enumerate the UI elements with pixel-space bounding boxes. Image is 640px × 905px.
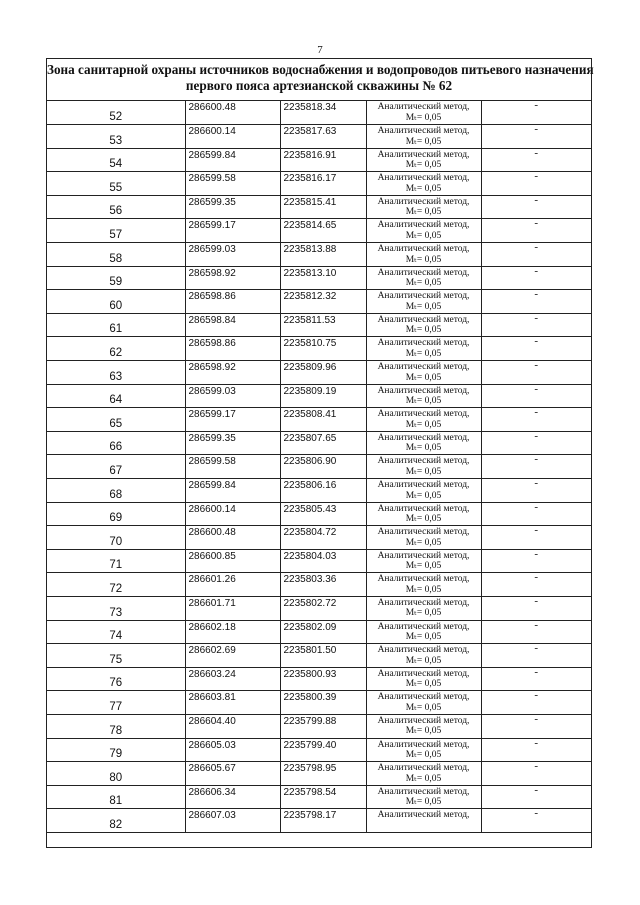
method-name: Аналитический метод, xyxy=(377,291,470,302)
x-coordinate: 286606.34 xyxy=(185,785,280,809)
x-coordinate: 286600.48 xyxy=(185,526,280,550)
y-coordinate: 2235815.41 xyxy=(280,195,366,219)
coordinates-table-frame xyxy=(46,58,592,848)
table-row xyxy=(47,738,591,762)
empty-cell-dash: - xyxy=(481,738,591,762)
method xyxy=(366,313,481,337)
table-row xyxy=(47,384,591,408)
empty-cell-dash: - xyxy=(481,714,591,738)
y-coordinate: 2235818.34 xyxy=(280,101,366,125)
method xyxy=(366,431,481,455)
x-coordinate: 286600.85 xyxy=(185,549,280,573)
method xyxy=(366,714,481,738)
empty-cell-dash: - xyxy=(481,337,591,361)
method-name: Аналитический метод, xyxy=(377,739,470,750)
method xyxy=(366,384,481,408)
method-name: Аналитический метод, xyxy=(377,786,470,797)
method-name: Аналитический метод, xyxy=(377,692,470,703)
x-coordinate: 286599.35 xyxy=(185,431,280,455)
method-accuracy: Mₜ= 0,05 xyxy=(405,301,442,312)
empty-cell-dash: - xyxy=(481,195,591,219)
method-accuracy: Mₜ= 0,05 xyxy=(405,325,442,336)
point-number: 53 xyxy=(47,125,185,149)
table-row xyxy=(47,526,591,550)
x-coordinate: 286600.14 xyxy=(185,125,280,149)
method xyxy=(366,573,481,597)
empty-cell-dash: - xyxy=(481,620,591,644)
empty-cell-dash: - xyxy=(481,172,591,196)
point-number: 74 xyxy=(47,620,185,644)
y-coordinate: 2235798.54 xyxy=(280,785,366,809)
method-name: Аналитический метод, xyxy=(377,314,470,325)
empty-cell-dash: - xyxy=(481,667,591,691)
x-coordinate: 286601.71 xyxy=(185,596,280,620)
table-row xyxy=(47,431,591,455)
method-name: Аналитический метод, xyxy=(377,456,470,467)
method-name: Аналитический метод, xyxy=(377,715,470,726)
method-accuracy: Mₜ= 0,05 xyxy=(405,632,442,643)
table-row xyxy=(47,195,591,219)
point-number: 82 xyxy=(47,809,185,833)
table-row xyxy=(47,408,591,432)
method-accuracy: Mₜ= 0,05 xyxy=(405,443,442,454)
empty-cell-dash: - xyxy=(481,266,591,290)
x-coordinate: 286603.81 xyxy=(185,691,280,715)
y-coordinate: 2235809.96 xyxy=(280,361,366,385)
method-accuracy: Mₜ= 0,05 xyxy=(405,254,442,265)
method-name: Аналитический метод, xyxy=(377,149,470,160)
method-accuracy: Mₜ= 0,05 xyxy=(405,561,442,572)
y-coordinate: 2235804.72 xyxy=(280,526,366,550)
method-name: Аналитический метод, xyxy=(377,267,470,278)
point-number: 69 xyxy=(47,502,185,526)
y-coordinate: 2235813.10 xyxy=(280,266,366,290)
point-number: 61 xyxy=(47,313,185,337)
y-coordinate: 2235817.63 xyxy=(280,125,366,149)
table-row xyxy=(47,809,591,833)
y-coordinate: 2235812.32 xyxy=(280,290,366,314)
point-number: 52 xyxy=(47,101,185,125)
coordinates-table xyxy=(47,101,591,833)
y-coordinate: 2235802.72 xyxy=(280,596,366,620)
y-coordinate: 2235798.17 xyxy=(280,809,366,833)
y-coordinate: 2235807.65 xyxy=(280,431,366,455)
method xyxy=(366,290,481,314)
method-name: Аналитический метод, xyxy=(377,196,470,207)
table-row xyxy=(47,573,591,597)
x-coordinate: 286598.92 xyxy=(185,266,280,290)
method-accuracy: Mₜ= 0,05 xyxy=(405,372,442,383)
y-coordinate: 2235806.16 xyxy=(280,479,366,503)
empty-cell-dash: - xyxy=(481,479,591,503)
point-number: 78 xyxy=(47,714,185,738)
method-accuracy: Mₜ= 0,05 xyxy=(405,112,442,123)
method-name: Аналитический метод, xyxy=(377,432,470,443)
y-coordinate: 2235814.65 xyxy=(280,219,366,243)
table-row xyxy=(47,455,591,479)
method-name: Аналитический метод, xyxy=(377,503,470,514)
x-coordinate: 286599.58 xyxy=(185,455,280,479)
empty-cell-dash: - xyxy=(481,125,591,149)
empty-cell-dash: - xyxy=(481,219,591,243)
x-coordinate: 286599.03 xyxy=(185,243,280,267)
empty-cell-dash: - xyxy=(481,809,591,833)
method-name: Аналитический метод, xyxy=(377,480,470,490)
method-name: Аналитический метод, xyxy=(377,550,470,561)
table-row xyxy=(47,290,591,314)
method xyxy=(366,526,481,550)
empty-cell-dash: - xyxy=(481,502,591,526)
method-accuracy: Mₜ= 0,05 xyxy=(405,419,442,430)
y-coordinate: 2235799.88 xyxy=(280,714,366,738)
point-number: 73 xyxy=(47,596,185,620)
method-name: Аналитический метод, xyxy=(377,763,470,774)
x-coordinate: 286599.03 xyxy=(185,384,280,408)
table-row xyxy=(47,337,591,361)
x-coordinate: 286598.92 xyxy=(185,361,280,385)
table-row xyxy=(47,596,591,620)
empty-cell-dash: - xyxy=(481,573,591,597)
method xyxy=(366,148,481,172)
method xyxy=(366,785,481,809)
point-number: 57 xyxy=(47,219,185,243)
y-coordinate: 2235801.50 xyxy=(280,644,366,668)
method-name: Аналитический метод, xyxy=(377,574,470,585)
method-accuracy: Mₜ= 0,05 xyxy=(405,797,442,808)
table-row xyxy=(47,479,591,503)
point-number: 67 xyxy=(47,455,185,479)
x-coordinate: 286599.84 xyxy=(185,148,280,172)
empty-cell-dash: - xyxy=(481,549,591,573)
method-name: Аналитический метод, xyxy=(377,362,470,373)
method-name: Аналитический метод, xyxy=(377,126,470,137)
x-coordinate: 286598.84 xyxy=(185,313,280,337)
x-coordinate: 286601.26 xyxy=(185,573,280,597)
empty-cell-dash: - xyxy=(481,596,591,620)
table-row xyxy=(47,266,591,290)
empty-cell-dash: - xyxy=(481,762,591,786)
method-name: Аналитический метод, xyxy=(377,338,470,349)
method-accuracy: Mₜ= 0,05 xyxy=(405,750,442,761)
method-accuracy: Mₜ= 0,05 xyxy=(405,537,442,548)
method-accuracy: Mₜ= 0,05 xyxy=(405,136,442,147)
method-name: Аналитический метод, xyxy=(377,173,470,184)
method xyxy=(366,738,481,762)
point-number: 71 xyxy=(47,549,185,573)
method-accuracy: Mₜ= 0,05 xyxy=(405,514,442,525)
y-coordinate: 2235803.36 xyxy=(280,573,366,597)
empty-cell-dash: - xyxy=(481,785,591,809)
table-row xyxy=(47,243,591,267)
y-coordinate: 2235804.03 xyxy=(280,549,366,573)
method-accuracy: Mₜ= 0,05 xyxy=(405,396,442,407)
table-row xyxy=(47,691,591,715)
empty-cell-dash: - xyxy=(481,408,591,432)
y-coordinate: 2235798.95 xyxy=(280,762,366,786)
method-name: Аналитический метод, xyxy=(377,409,470,420)
method xyxy=(366,361,481,385)
point-number: 72 xyxy=(47,573,185,597)
y-coordinate: 2235816.17 xyxy=(280,172,366,196)
y-coordinate: 2235813.88 xyxy=(280,243,366,267)
x-coordinate: 286605.03 xyxy=(185,738,280,762)
table-row xyxy=(47,762,591,786)
method-accuracy: Mₜ= 0,05 xyxy=(405,207,442,218)
y-coordinate: 2235805.43 xyxy=(280,502,366,526)
empty-cell-dash: - xyxy=(481,644,591,668)
method-name: Аналитический метод, xyxy=(377,385,470,396)
method xyxy=(366,195,481,219)
method-accuracy: Mₜ= 0,05 xyxy=(405,160,442,171)
method xyxy=(366,337,481,361)
table-row xyxy=(47,148,591,172)
table-row xyxy=(47,361,591,385)
method-accuracy: Mₜ= 0,05 xyxy=(405,348,442,359)
method-accuracy: Mₜ= 0,05 xyxy=(405,584,442,595)
point-number: 77 xyxy=(47,691,185,715)
point-number: 58 xyxy=(47,243,185,267)
point-number: 56 xyxy=(47,195,185,219)
x-coordinate: 286598.86 xyxy=(185,337,280,361)
method-name: Аналитический метод, xyxy=(377,220,470,231)
y-coordinate: 2235799.40 xyxy=(280,738,366,762)
method xyxy=(366,502,481,526)
x-coordinate: 286602.69 xyxy=(185,644,280,668)
method xyxy=(366,479,481,503)
y-coordinate: 2235810.75 xyxy=(280,337,366,361)
method xyxy=(366,408,481,432)
table-row xyxy=(47,714,591,738)
x-coordinate: 286607.03 xyxy=(185,809,280,833)
empty-cell-dash: - xyxy=(481,148,591,172)
x-coordinate: 286605.67 xyxy=(185,762,280,786)
y-coordinate: 2235809.19 xyxy=(280,384,366,408)
table-row xyxy=(47,219,591,243)
point-number: 62 xyxy=(47,337,185,361)
method-accuracy: Mₜ= 0,05 xyxy=(405,490,442,501)
method xyxy=(366,809,481,833)
method-accuracy: Mₜ= 0,05 xyxy=(405,773,442,784)
point-number: 66 xyxy=(47,431,185,455)
method xyxy=(366,172,481,196)
method xyxy=(366,596,481,620)
method xyxy=(366,549,481,573)
method xyxy=(366,644,481,668)
table-row xyxy=(47,549,591,573)
x-coordinate: 286603.24 xyxy=(185,667,280,691)
method-accuracy: Mₜ= 0,05 xyxy=(405,608,442,619)
method xyxy=(366,101,481,125)
method-name: Аналитический метод, xyxy=(377,810,470,821)
empty-cell-dash: - xyxy=(481,691,591,715)
method xyxy=(366,667,481,691)
empty-cell-dash: - xyxy=(481,361,591,385)
point-number: 64 xyxy=(47,384,185,408)
method-name: Аналитический метод, xyxy=(377,244,470,255)
table-row xyxy=(47,620,591,644)
x-coordinate: 286600.14 xyxy=(185,502,280,526)
method-accuracy: Mₜ= 0,05 xyxy=(405,655,442,666)
empty-cell-dash: - xyxy=(481,290,591,314)
method-accuracy: Mₜ= 0,05 xyxy=(405,726,442,737)
method xyxy=(366,620,481,644)
table-title-line-2: первого пояса артезианской скважины № 62 xyxy=(185,78,453,93)
table-title-line-1: Зона санитарной охраны источников водоснабжения и водопроводов питьевого назначения xyxy=(47,62,594,77)
method-accuracy: Mₜ= 0,05 xyxy=(405,466,442,477)
point-number: 63 xyxy=(47,361,185,385)
method xyxy=(366,243,481,267)
table-row xyxy=(47,313,591,337)
y-coordinate: 2235816.91 xyxy=(280,148,366,172)
empty-cell-dash: - xyxy=(481,384,591,408)
method-accuracy: Mₜ= 0,05 xyxy=(405,278,442,289)
page-number: 7 xyxy=(317,44,323,56)
method xyxy=(366,762,481,786)
point-number: 59 xyxy=(47,266,185,290)
method xyxy=(366,266,481,290)
method-name: Аналитический метод, xyxy=(377,645,470,656)
table-title xyxy=(47,59,594,101)
point-number: 60 xyxy=(47,290,185,314)
method xyxy=(366,455,481,479)
method-accuracy: Mₜ= 0,05 xyxy=(405,230,442,241)
method-name: Аналитический метод, xyxy=(377,668,470,679)
point-number: 55 xyxy=(47,172,185,196)
x-coordinate: 286599.17 xyxy=(185,219,280,243)
y-coordinate: 2235802.09 xyxy=(280,620,366,644)
point-number: 76 xyxy=(47,667,185,691)
point-number: 81 xyxy=(47,785,185,809)
method-name: Аналитический метод, xyxy=(377,102,470,112)
x-coordinate: 286599.35 xyxy=(185,195,280,219)
method-name: Аналитический метод, xyxy=(377,621,470,632)
method-name: Аналитический метод, xyxy=(377,597,470,608)
x-coordinate: 286602.18 xyxy=(185,620,280,644)
y-coordinate: 2235808.41 xyxy=(280,408,366,432)
table-row xyxy=(47,502,591,526)
y-coordinate: 2235800.93 xyxy=(280,667,366,691)
method-name: Аналитический метод, xyxy=(377,527,470,538)
point-number: 80 xyxy=(47,762,185,786)
x-coordinate: 286604.40 xyxy=(185,714,280,738)
table-row xyxy=(47,172,591,196)
point-number: 79 xyxy=(47,738,185,762)
method-accuracy: Mₜ= 0,05 xyxy=(405,183,442,194)
empty-cell-dash: - xyxy=(481,431,591,455)
table-row xyxy=(47,125,591,149)
point-number: 70 xyxy=(47,526,185,550)
method xyxy=(366,125,481,149)
table-row xyxy=(47,101,591,125)
empty-cell-dash: - xyxy=(481,526,591,550)
point-number: 68 xyxy=(47,479,185,503)
method-accuracy: Mₜ= 0,05 xyxy=(405,679,442,690)
y-coordinate: 2235811.53 xyxy=(280,313,366,337)
table-row xyxy=(47,644,591,668)
x-coordinate: 286599.17 xyxy=(185,408,280,432)
empty-cell-dash: - xyxy=(481,455,591,479)
method xyxy=(366,219,481,243)
x-coordinate: 286599.58 xyxy=(185,172,280,196)
method xyxy=(366,691,481,715)
table-row xyxy=(47,785,591,809)
table-row xyxy=(47,667,591,691)
empty-cell-dash: - xyxy=(481,243,591,267)
x-coordinate: 286600.48 xyxy=(185,101,280,125)
empty-cell-dash: - xyxy=(481,101,591,125)
point-number: 54 xyxy=(47,148,185,172)
point-number: 75 xyxy=(47,644,185,668)
method-accuracy: Mₜ= 0,05 xyxy=(405,702,442,713)
point-number: 65 xyxy=(47,408,185,432)
x-coordinate: 286598.86 xyxy=(185,290,280,314)
y-coordinate: 2235800.39 xyxy=(280,691,366,715)
empty-cell-dash: - xyxy=(481,313,591,337)
x-coordinate: 286599.84 xyxy=(185,479,280,503)
y-coordinate: 2235806.90 xyxy=(280,455,366,479)
